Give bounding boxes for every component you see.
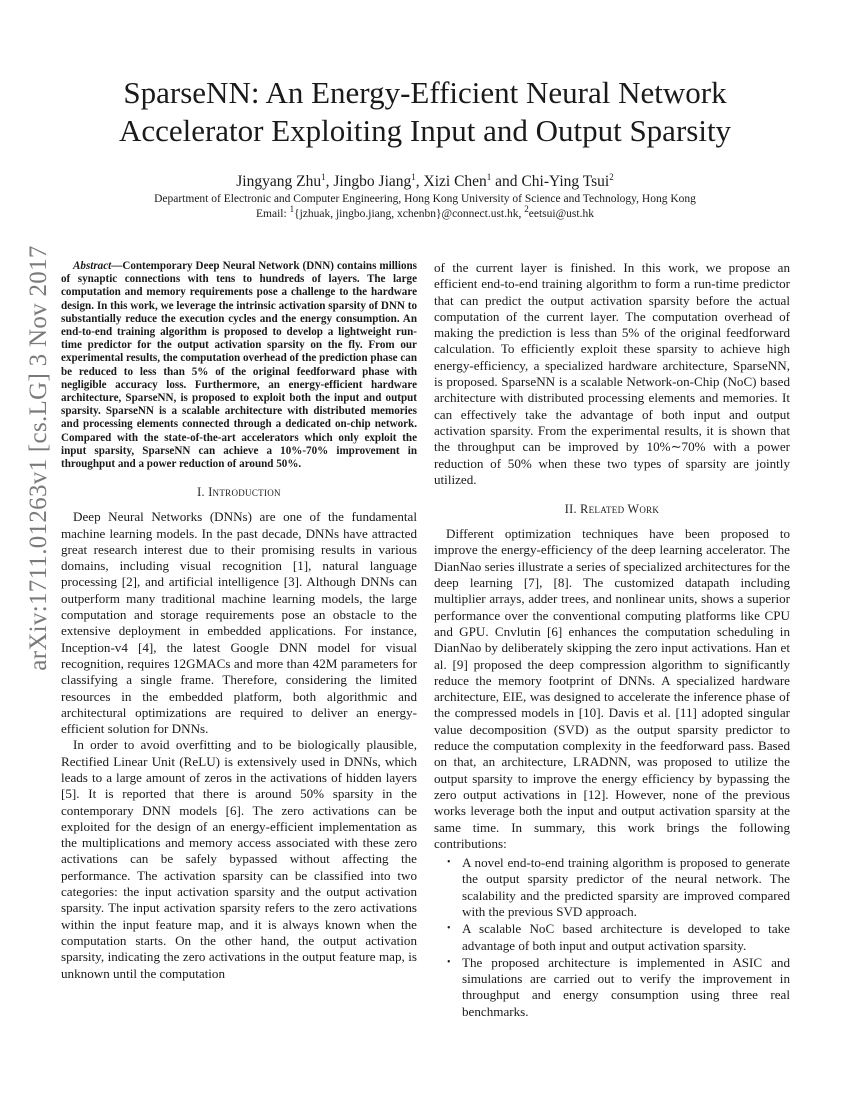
author-separator: , [325, 173, 334, 190]
title-line-1: SparseNN: An Energy-Efficient Neural Network [123, 75, 727, 110]
author-name: Xizi Chen [423, 173, 487, 190]
author-affiliation-mark: 2 [609, 171, 614, 182]
abstract [61, 260, 417, 471]
related-work-paragraph: Different optimization techniques have been proposed to improve the energy-efficiency of the deep learning accelerator. The DianNao series illustrate a series of specialized architectures for the deep learning [7], [8]. The customized datapath including multiplier arrays, adder trees, and nonlinear units, shows a superior performance over the conventional computing platforms like CPU and GPU. Cnvlutin [6] enhances the computation scheduling in DianNao by deliberately skipping the zero input activations. Han et al. [9] proposed the deep compression algorithm to significantly reduce the memory footprint of DNNs. A specialized hardware architecture, EIE, was designed to accelerate the inference phase of the compressed models in [10]. Davis et al. [11] adopted singular value decomposition (SVD) as the output sparsity predictor to reduce the computation complexity in the feedforward pass. Based on that, an architecture, LRADNN, was proposed to utilize the output sparsity to improve the energy efficiency by bypassing the zero output activations in [12]. However, none of the previous works leverage both the input and output activation sparsity at the same time. In summary, this work brings the following contributions: [434, 526, 790, 851]
section-heading-introduction: I. Introduction [197, 485, 281, 500]
author-separator: , [415, 173, 424, 190]
list-item [434, 955, 790, 1020]
bullet-icon: • [447, 956, 451, 968]
intro-paragraph-2: In order to avoid overfitting and to be biologically plausible, Rectified Linear Unit (ReLU) is extensively used in DNNs, which leads to a large amount of zeros in the activations of hidden layers [5]. It is reported that there is around 50% sparsity in the contemporary DNN models [6]. The zero activations can be exploited for the design of an energy-efficient implementation as the multiplications and memory access associated with these zero activations can be safely bypassed without affecting the performance. The activation sparsity can be classified into two categories: the input activation sparsity and the output activation sparsity. The input activation sparsity refers to the zero activations within the input feature map, and it is always known when the computation starts. On the other hand, the output activation sparsity, indicating the zero activations in the output feature map, is unknown until the computation [61, 737, 417, 981]
section-heading-related-work: II. Related Work [564, 502, 660, 517]
author-affiliation-mark: 1 [321, 171, 326, 182]
intro-paragraph-2-continued: of the current layer is finished. In this work, we propose an efficient end-to-end training algorithm to form a run-time predictor that can predict the output activation sparsity before the actual computation of the current layer. The computation overhead of making the prediction is less than 5% of the original feedforward calculation. To efficiently exploit these sparsity to achieve high energy-efficiency, a specialized hardware architecture, SparseNN, is proposed. SparseNN is a scalable Network-on-Chip (NoC) based architecture with distributed processing elements and memories. It can effectively take the advantage of both input and output activation sparsity. From the experimental results, it is shown that the throughput can be improved by 10%∼70% with a power reduction of 50% when these two types of sparsity are jointly utilized. [434, 260, 790, 487]
email-mark-2: 2 [524, 204, 529, 215]
title-line-2: Accelerator Exploiting Input and Output Sparsity [118, 113, 732, 148]
contributions-list [434, 855, 790, 1020]
author-name: Chi-Ying Tsui [521, 173, 610, 190]
abstract-text: —Contemporary Deep Neural Network (DNN) contains millions of synaptic connections with tens to hundreds of layers. The large computation and memory requirements pose a challenge to the hardware design. In this work, we leverage the intrinsic activation sparsity of DNN to substantially reduce the execution cycles and the energy consumption. An end-to-end training algorithm is proposed to develop a lightweight run-time predictor for the output activation sparsity on the fly. From our experimental results, the computation overhead of the prediction phase can be reduced to less than 5% of the original feedforward phase with negligible accuracy loss. Furthermore, an energy-efficient hardware architecture, SparseNN, is proposed to exploit both the input and output sparsity. SparseNN is a scalable architecture with distributed memories and processing elements connected through a dedicated on-chip network. Compared with the state-of-the-art accelerators which only exploit the input sparsity, SparseNN can achieve a 10%-70% improvement in throughput and a power reduction of around 50%. [61, 260, 417, 471]
email-label: Email: [256, 208, 290, 220]
contribution-text: A scalable NoC based architecture is developed to take advantage of both input and output activation sparsity. [462, 921, 790, 953]
affiliation: Department of Electronic and Computer Engineering, Hong Kong University of Science and Technology, Hong Kong [154, 193, 696, 205]
author-separator: and [491, 173, 522, 190]
author-affiliation-mark: 1 [486, 171, 492, 182]
paper-title [70, 74, 780, 150]
list-item [434, 921, 790, 954]
bullet-icon: • [447, 923, 451, 935]
intro-paragraph-1: Deep Neural Networks (DNNs) are one of the fundamental machine learning models. In the past decade, DNNs have attracted great research interest due to their promising results in various domains, including visual recognition [1], natural language processing [2], and artificial intelligence [3]. Although DNNs can outperform many traditional machine learning models, the large computation and storage requirements pose an obstacle to the extensive deployment in embedded applications. For instance, Inception-v4 [4], the latest Google DNN model for visual recognition, requires 12GMACs and more than 42M parameters for classifying a single frame. Therefore, considering the limited resources in the embedded platform, both algorithmic and architectural optimizations are required to deliver an energy-efficient solution for DNNs. [61, 509, 417, 737]
contribution-text: The proposed architecture is implemented in ASIC and simulations are carried out to verify the improvement in throughput and energy consumption using three real benchmarks. [462, 954, 790, 1019]
arxiv-identifier: arXiv:1711.01263v1 [cs.LG] 3 Nov 2017 [25, 245, 52, 671]
email-group-1: {jzhuak, jingbo.jiang, xchenbn}@connect.ust.hk, [294, 208, 525, 220]
email-mark-1: 1 [289, 204, 295, 215]
left-column [61, 260, 417, 982]
author-affiliation-mark: 1 [411, 171, 416, 182]
email-group-2: eetsui@ust.hk [528, 208, 594, 220]
author-name: Jingbo Jiang [333, 173, 412, 190]
right-column [434, 260, 790, 1021]
abstract-lead: Abstract [73, 260, 112, 272]
author-name: Jingyang Zhu [236, 173, 322, 190]
author-list [60, 172, 790, 192]
bullet-icon: • [447, 857, 451, 869]
list-item [434, 855, 790, 920]
arxiv-side-stamp [25, 245, 52, 671]
contribution-text: A novel end-to-end training algorithm is proposed to generate the output sparsity predictor of the neural network. The scalability and the predicted sparsity are improved compared with the previous SVD approach. [462, 855, 790, 919]
email-line [60, 204, 790, 222]
